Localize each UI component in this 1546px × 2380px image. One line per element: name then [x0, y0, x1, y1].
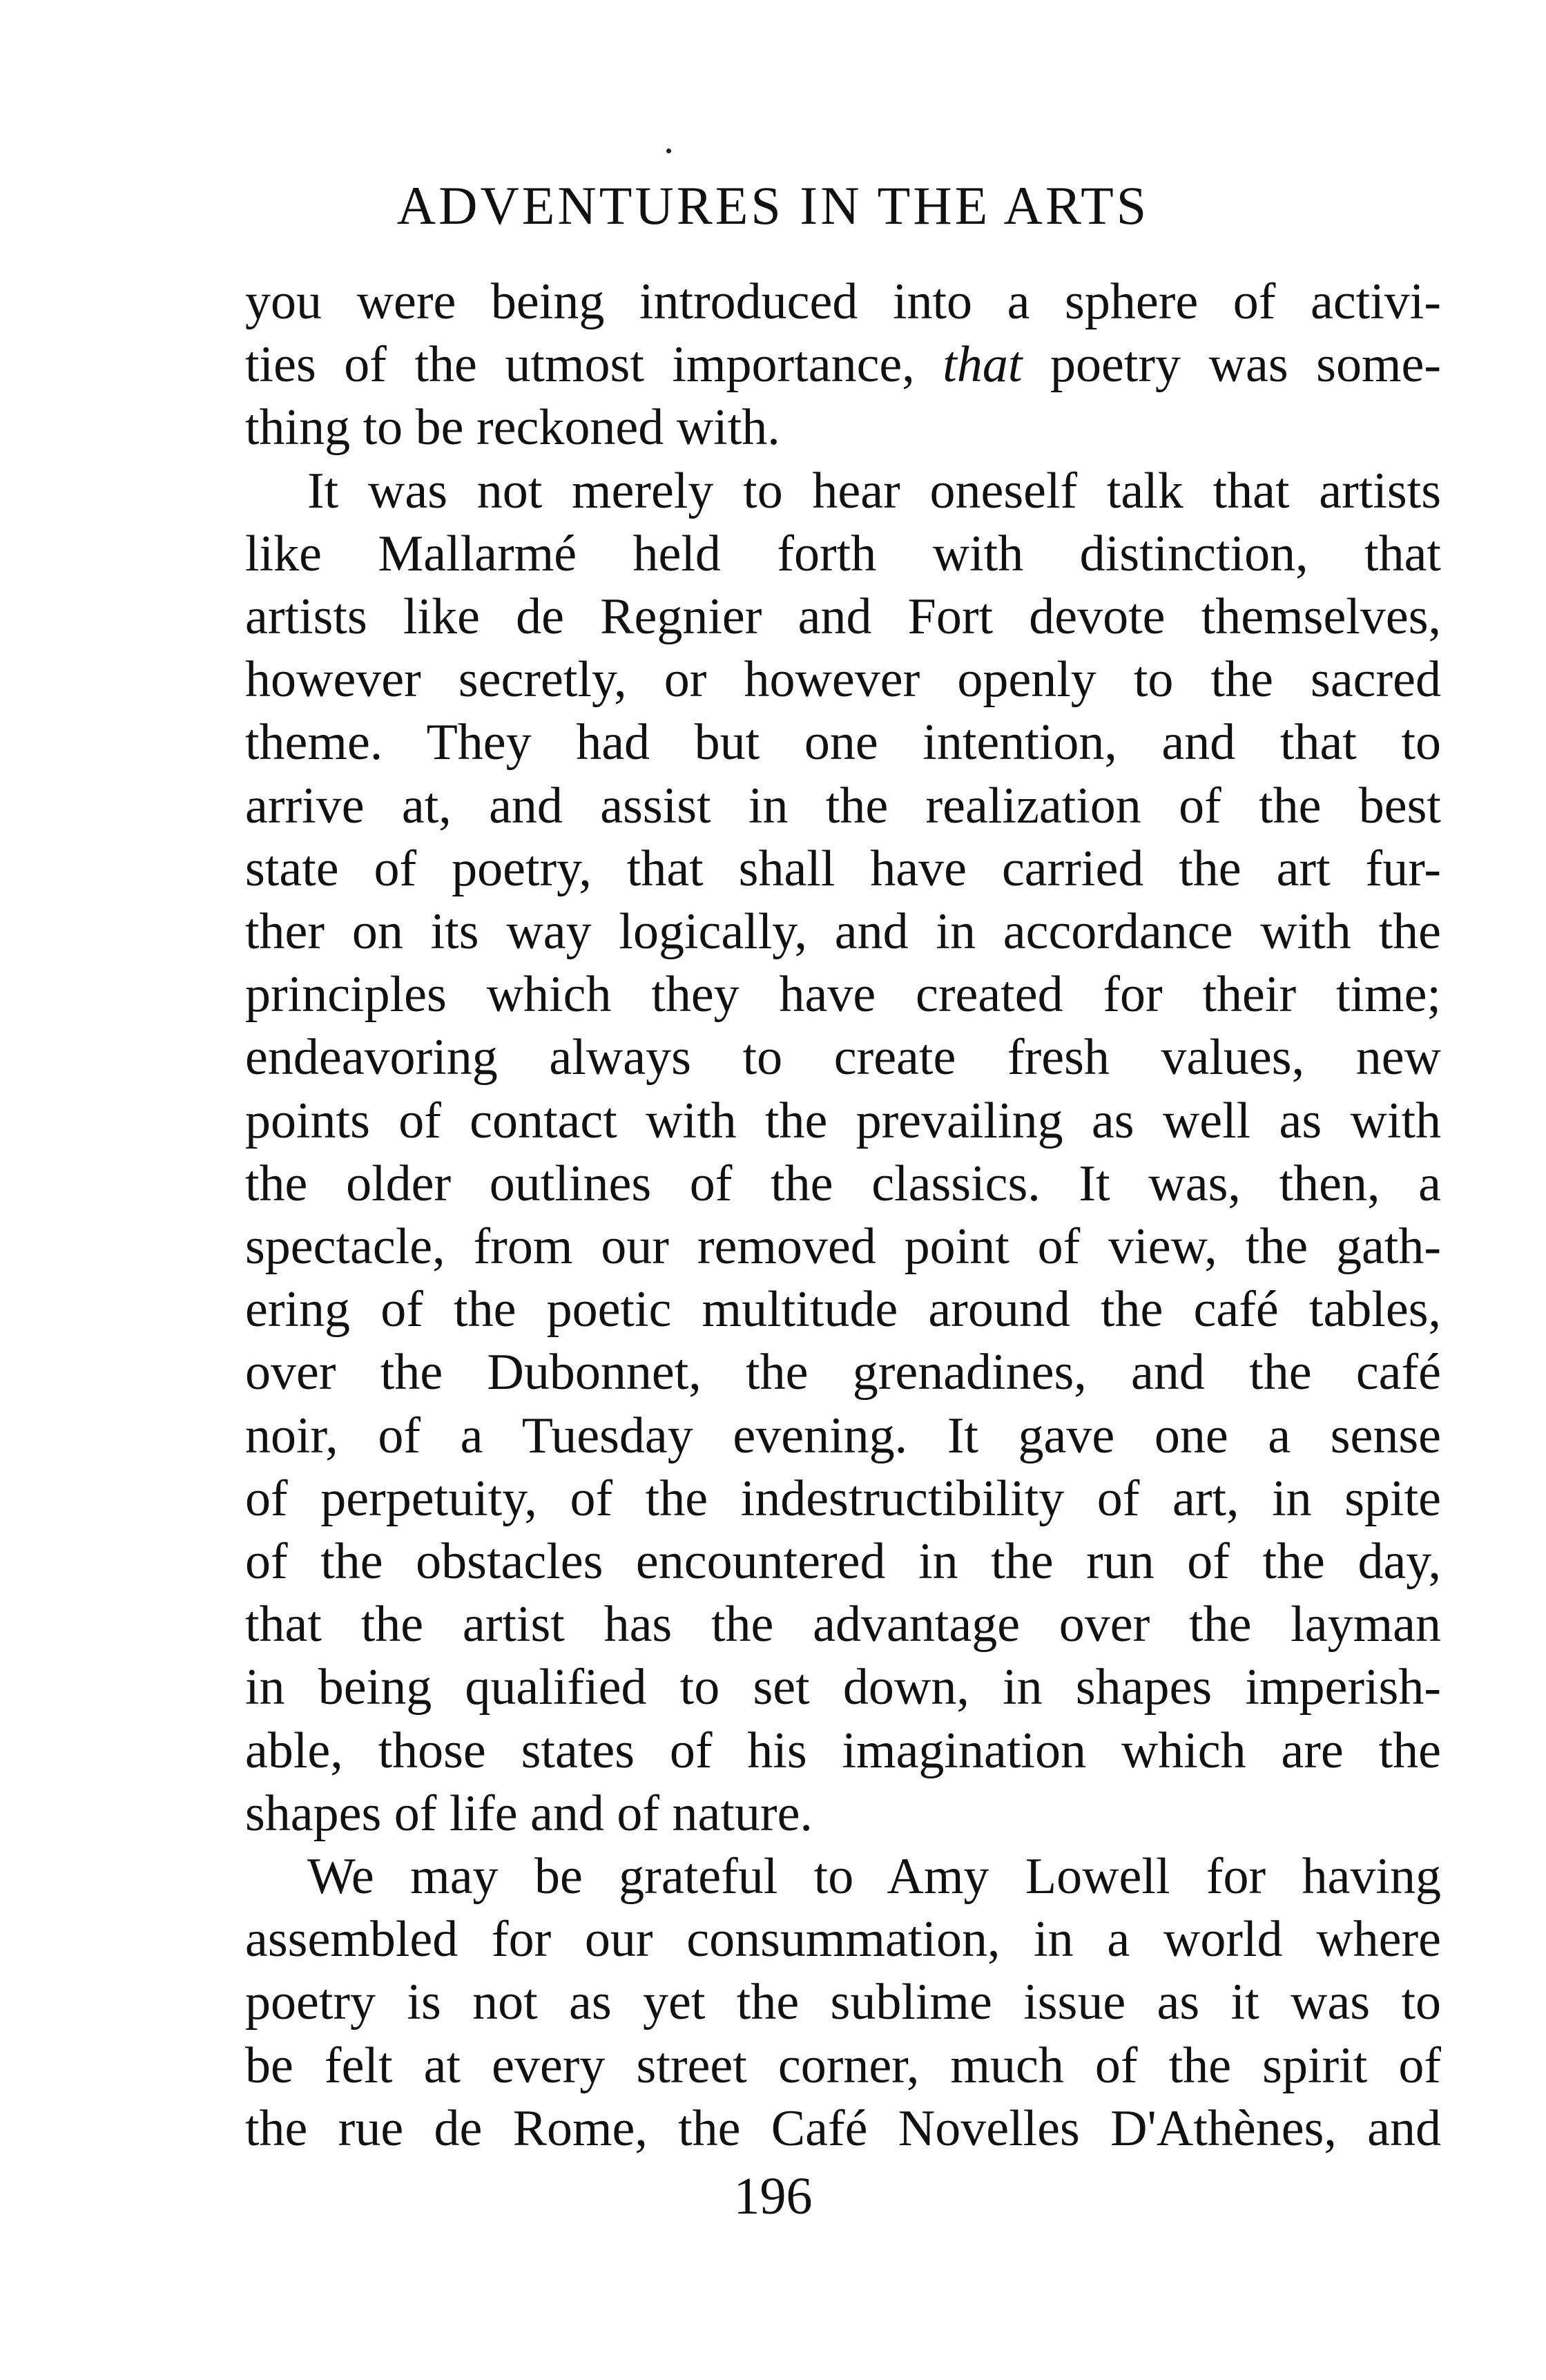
text-line: over the Dubonnet, the grenadines, and the café	[245, 1344, 1441, 1401]
text-fragment: poetry was some-	[1022, 336, 1441, 394]
text-line: you were being introduced into a sphere of activi-	[245, 273, 1441, 330]
text-line: points of contact with the prevailing as well as with	[245, 1092, 1441, 1149]
text-line: that the artist has the advantage over the layman	[245, 1596, 1441, 1653]
text-line: noir, of a Tuesday evening. It gave one a sense	[245, 1407, 1441, 1464]
text-line: spectacle, from our removed point of view, the gath-	[245, 1218, 1441, 1276]
text-line: shapes of life and of nature.	[245, 1785, 813, 1842]
text-line: endeavoring always to create fresh values, new	[245, 1029, 1441, 1086]
text-line: however secretly, or however openly to the sacred	[245, 651, 1441, 709]
text-line: arrive at, and assist in the realization of the best	[245, 777, 1441, 834]
text-line: of perpetuity, of the indestructibility of art, in spite	[245, 1470, 1441, 1527]
text-line: principles which they have created for their time;	[245, 966, 1441, 1024]
italic-word: that	[943, 336, 1023, 394]
text-line: theme. They had but one intention, and that to	[245, 714, 1441, 771]
text-line: ering of the poetic multitude around the café tables,	[245, 1281, 1441, 1338]
text-line: We may be grateful to Amy Lowell for having	[307, 1848, 1441, 1906]
text-line-with-italic	[245, 334, 1441, 396]
text-line: assembled for our consummation, in a world where	[245, 1911, 1441, 1968]
paragraph-3	[245, 1845, 1441, 2160]
text-line: thing to be reckoned with.	[245, 399, 780, 457]
text-fragment: ties of the utmost importance,	[245, 336, 943, 394]
text-line: be felt at every street corner, much of the spirit of	[245, 2037, 1441, 2094]
text-line: able, those states of his imagination which are the	[245, 1722, 1441, 1779]
text-line: ther on its way logically, and in accordance with the	[245, 903, 1441, 961]
running-head: ADVENTURES IN THE ARTS	[396, 175, 1150, 236]
text-line: the older outlines of the classics. It was, then, a	[245, 1155, 1441, 1212]
text-line: state of poetry, that shall have carried the art fur-	[245, 840, 1441, 897]
text-line: poetry is not as yet the sublime issue as it was to	[245, 1974, 1441, 2031]
body-text	[245, 271, 1441, 2160]
text-line: of the obstacles encountered in the run of the day,	[245, 1533, 1441, 1591]
text-line: like Mallarmé held forth with distinction, that	[245, 525, 1441, 582]
text-line: It was not merely to hear oneself talk that artists	[307, 462, 1441, 519]
text-line: in being qualified to set down, in shapes imperish-	[245, 1659, 1441, 1716]
text-line: artists like de Regnier and Fort devote themselves,	[245, 588, 1441, 646]
paragraph-2	[245, 460, 1441, 1845]
page-number: 196	[733, 2167, 813, 2225]
paragraph-1	[245, 271, 1441, 460]
print-speck	[666, 148, 671, 153]
text-line: the rue de Rome, the Café Novelles D'Athènes, and	[245, 2100, 1441, 2157]
